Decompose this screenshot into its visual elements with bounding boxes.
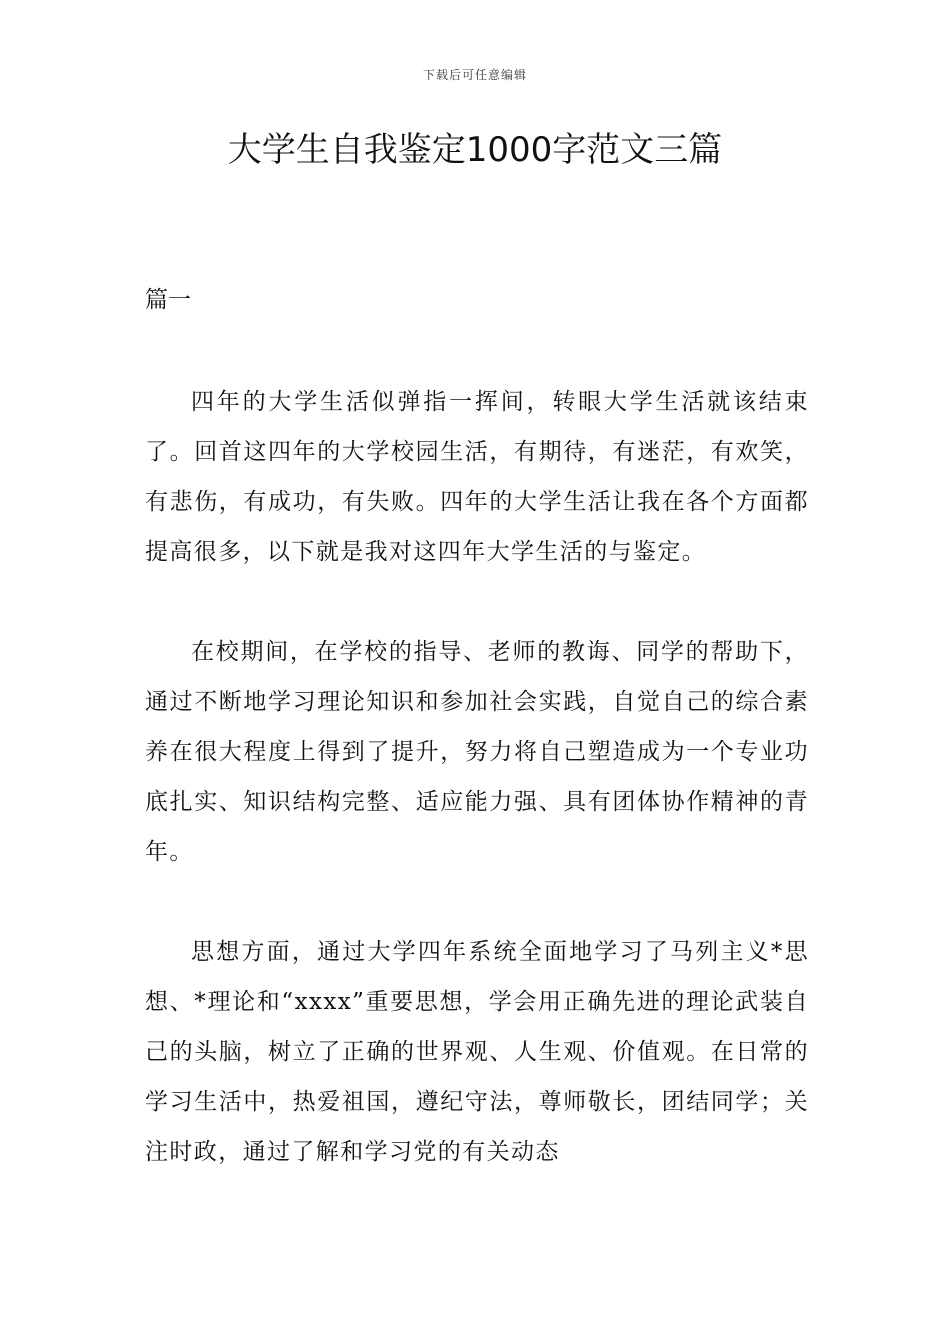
section-heading: 篇一	[145, 287, 191, 313]
document-body	[145, 377, 809, 1227]
paragraph: 四年的大学生活似弹指一挥间，转眼大学生活就该结束了。回首这四年的大学校园生活，有期待，有迷茫，有欢笑，有悲伤，有成功，有失败。四年的大学生活让我在各个方面都提高很多，以下就是我对这四年大学生活的与鉴定。	[145, 389, 809, 565]
document-title: 大学生自我鉴定1000字范文三篇	[227, 130, 723, 170]
paragraph: 在校期间，在学校的指导、老师的教诲、同学的帮助下，通过不断地学习理论知识和参加社会实践，自觉自己的综合素养在很大程度上得到了提升，努力将自己塑造成为一个专业功底扎实、知识结构完整、适应能力强、具有团体协作精神的青年。	[145, 639, 809, 865]
paragraph: 思想方面，通过大学四年系统全面地学习了马列主义*思想、*理论和“xxxx”重要思想，学会用正确先进的理论武装自己的头脑，树立了正确的世界观、人生观、价值观。在日常的学习生活中，热爱祖国，遵纪守法，尊师敬长，团结同学；关注时政，通过了解和学习党的有关动态	[145, 939, 809, 1165]
header-note: 下载后可任意编辑	[422, 68, 527, 82]
